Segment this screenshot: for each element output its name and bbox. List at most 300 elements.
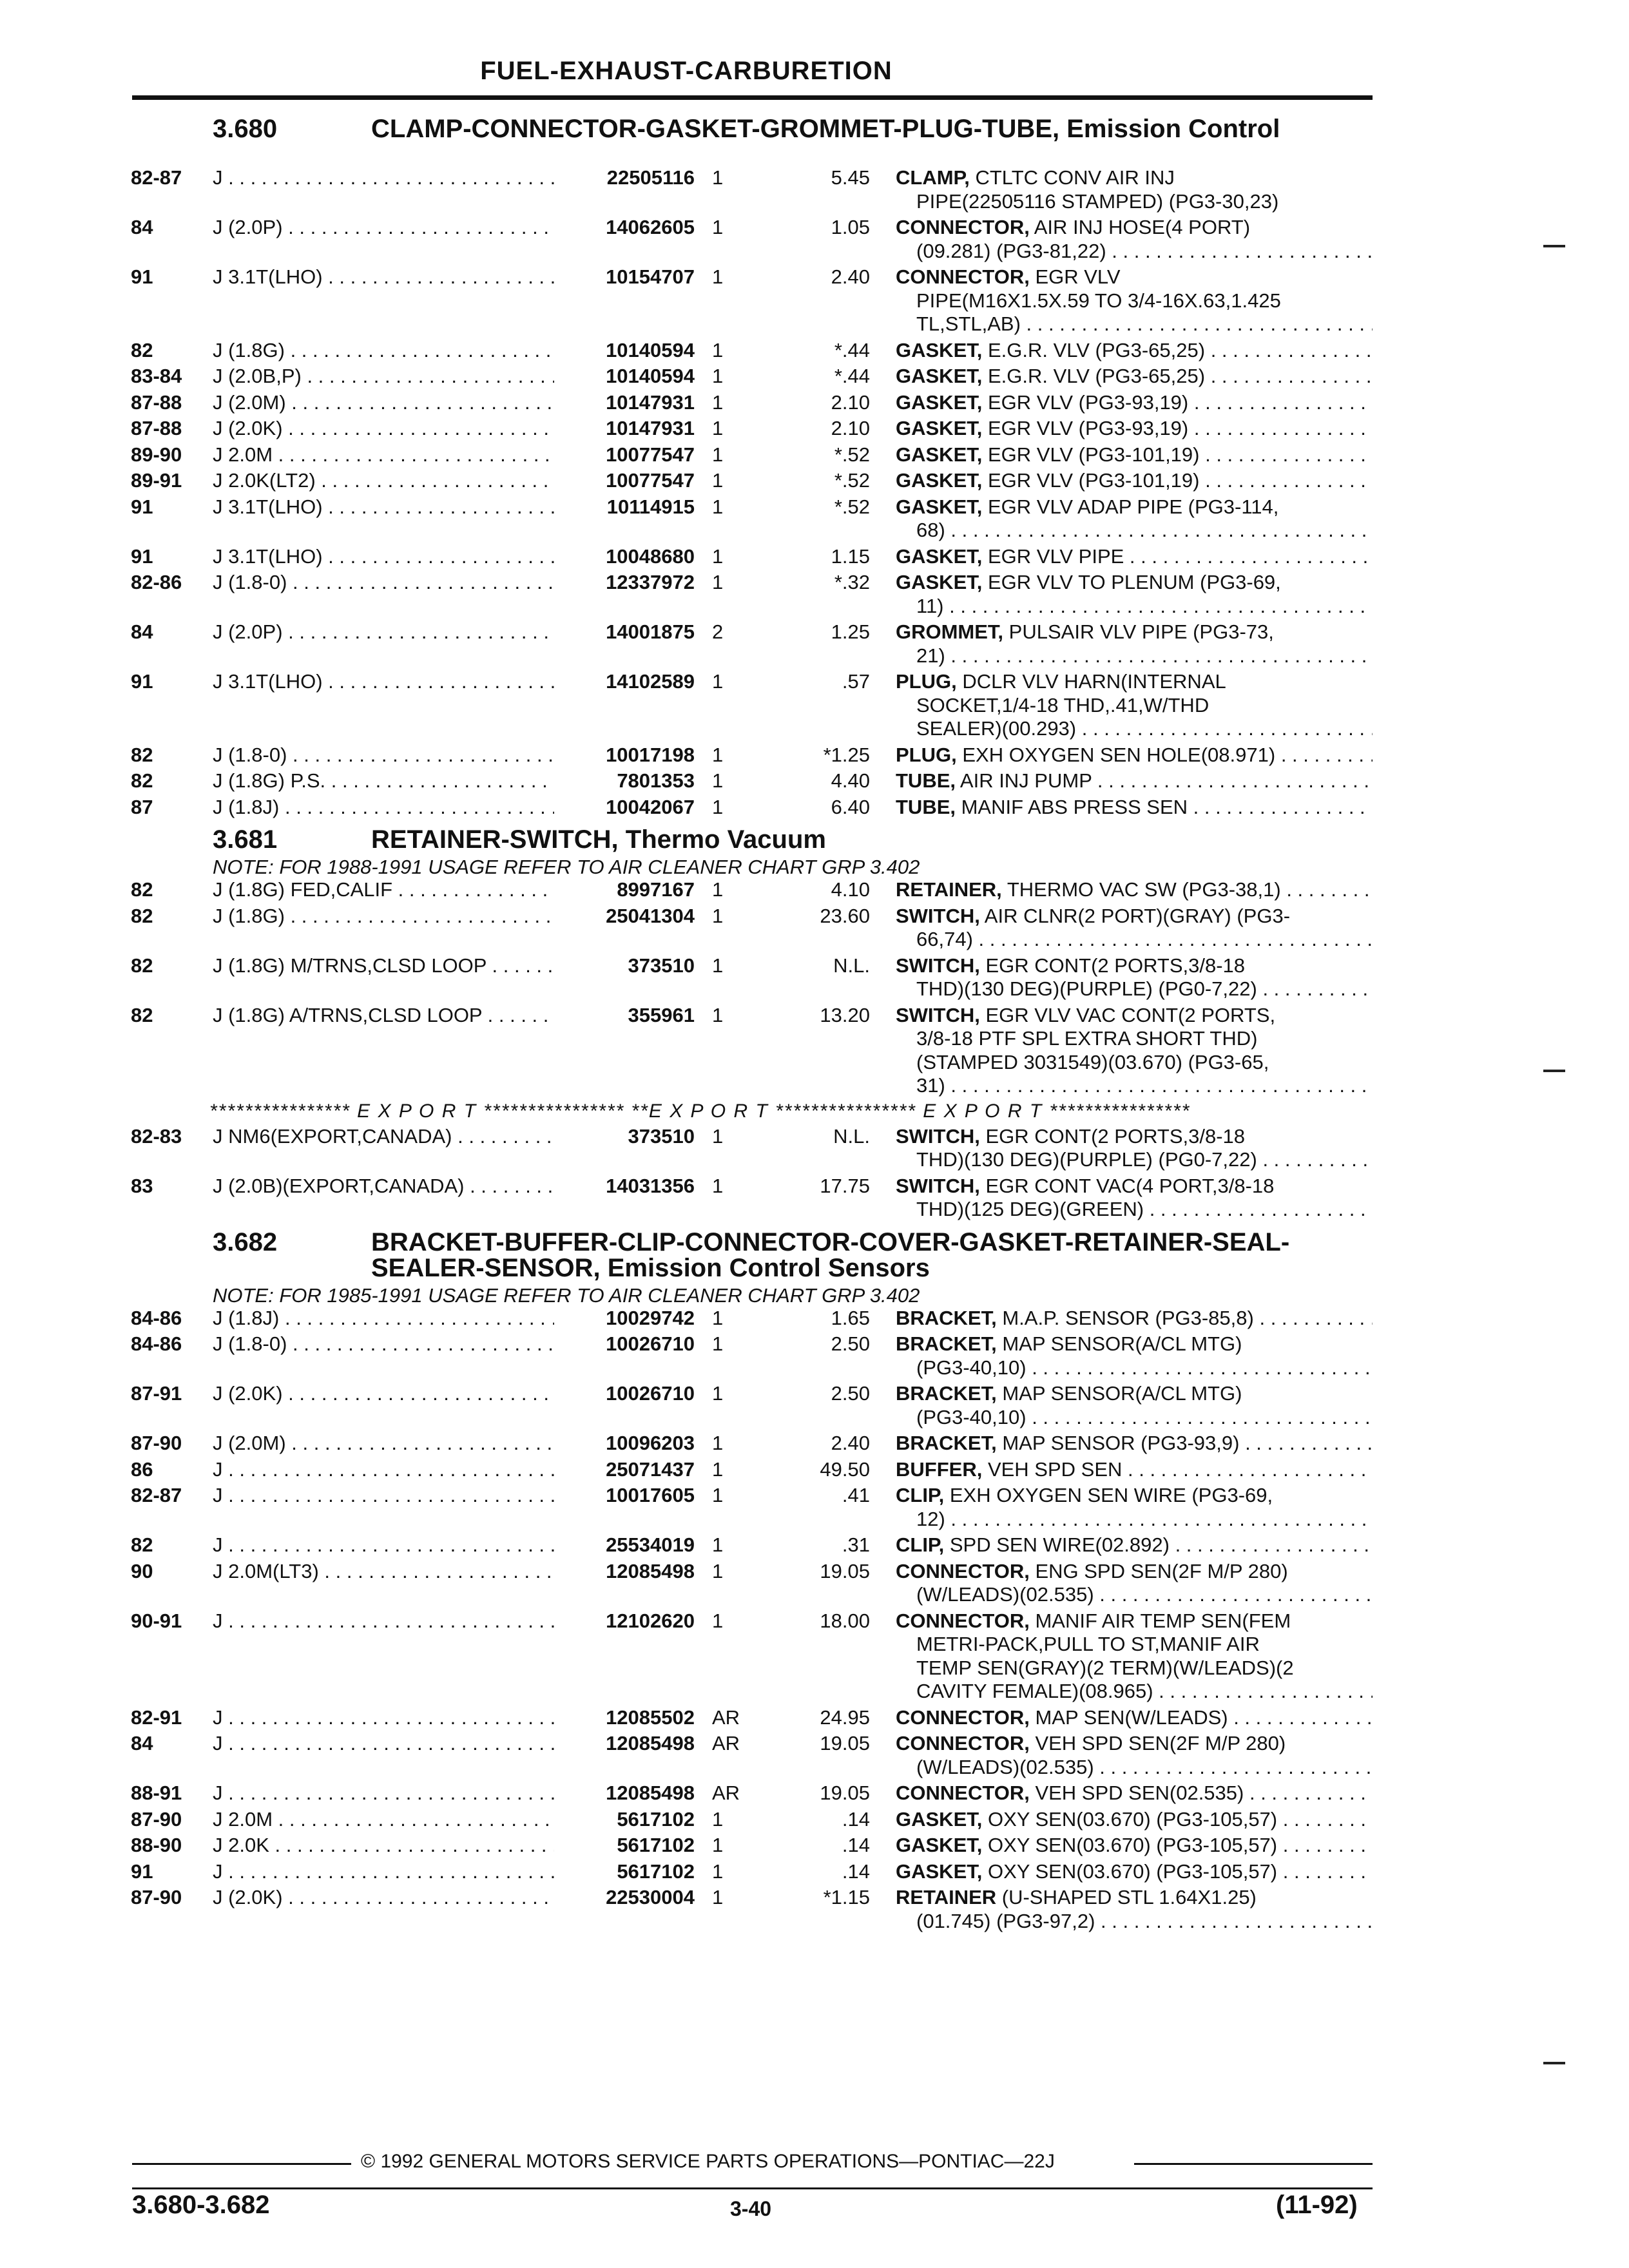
part-description (896, 443, 1373, 467)
part-number: 22530004 (554, 1886, 695, 1910)
usage-code: J (2.0P) . . . (213, 216, 561, 240)
quantity: 1 (712, 1860, 724, 1883)
model-years: 82 (131, 954, 153, 977)
part-number: 10026710 (554, 1382, 695, 1406)
quantity: 1 (712, 365, 724, 387)
part-number: 355961 (554, 1004, 695, 1028)
usage-code: J 3.1T(LHO) . . . (213, 670, 561, 694)
footer-date: (11-92) (1276, 2191, 1358, 2219)
part-name: PLUG, (896, 670, 957, 693)
header-rule (132, 95, 1373, 100)
part-name: CONNECTOR, (896, 265, 1030, 288)
part-description (896, 571, 1373, 618)
part-number: 22505116 (554, 166, 695, 190)
part-description (896, 339, 1373, 363)
model-years: 82-87 (131, 1484, 182, 1506)
model-years: 87-88 (131, 390, 182, 414)
price: *.52 (834, 443, 870, 466)
usage-code: J 2.0M . . . (213, 1808, 561, 1832)
model-years: 87-90 (131, 1432, 182, 1454)
part-description (896, 265, 1373, 336)
part-number: 5617102 (554, 1860, 695, 1884)
description-line: GASKET, EGR VLV (PG3-93,19) . . . (896, 391, 1373, 415)
part-number: 10026710 (554, 1332, 695, 1356)
model-years: 89-91 (131, 469, 182, 492)
price: 2.40 (831, 265, 870, 288)
model-years: 82 (131, 1003, 153, 1026)
description-line: CONNECTOR, EGR VLV (896, 265, 1121, 288)
part-name: SWITCH, (896, 954, 980, 977)
quantity: 1 (712, 1432, 724, 1454)
description-line: SWITCH, EGR CONT VAC(4 PORT,3/8-18 (896, 1174, 1275, 1197)
price: 1.25 (831, 620, 870, 643)
part-name: TUBE, (896, 795, 956, 818)
part-name: CLAMP, (896, 166, 970, 189)
part-description (896, 744, 1373, 767)
footer-rule-left (132, 2163, 351, 2165)
part-description (896, 469, 1373, 493)
description-line: 31) . . . (896, 1074, 1373, 1098)
quantity: 1 (712, 1174, 724, 1197)
part-name: CONNECTOR, (896, 1559, 1030, 1582)
usage-code: J 2.0K(LT2) . . . (213, 469, 561, 493)
model-years: 82 (131, 1533, 153, 1556)
quantity: 1 (712, 1886, 724, 1908)
part-number: 14062605 (554, 216, 695, 240)
description-line: BUFFER, VEH SPD SEN . . . (896, 1458, 1373, 1482)
model-years: 91 (131, 670, 153, 693)
quantity: 1 (712, 495, 724, 518)
quantity: 1 (712, 265, 724, 288)
usage-code: J . . . (213, 1484, 561, 1508)
quantity: 1 (712, 743, 724, 766)
price: 17.75 (820, 1174, 870, 1197)
section-number: 3.682 (213, 1227, 278, 1256)
model-years: 82 (131, 878, 153, 901)
description-line: TUBE, MANIF ABS PRESS SEN . . . (896, 796, 1373, 820)
part-number: 10147931 (554, 417, 695, 441)
usage-code: J . . . (213, 1782, 561, 1805)
part-number: 373510 (554, 1125, 695, 1149)
part-name: CONNECTOR, (896, 216, 1030, 238)
model-years: 83 (131, 1174, 153, 1197)
part-number: 12085498 (554, 1560, 695, 1584)
section-title: BRACKET-BUFFER-CLIP-CONNECTOR-COVER-GASKET-RETAINER-SEAL-SEALER-SENSOR, Emission Control Sensors (371, 1227, 1290, 1282)
price: 24.95 (820, 1706, 870, 1729)
section-number: 3.680 (213, 115, 278, 143)
part-name: GASKET, (896, 1834, 983, 1856)
price: 19.05 (820, 1559, 870, 1582)
price: 5.45 (831, 166, 870, 189)
quantity: 1 (712, 1124, 724, 1148)
usage-code: J (1.8G) . . . (213, 905, 561, 928)
part-number: 373510 (554, 954, 695, 978)
description-line: CAVITY FEMALE)(08.965) . . . (896, 1680, 1373, 1704)
description-line: PIPE(22505116 STAMPED) (PG3-30,23) (916, 189, 1279, 213)
usage-code: J 2.0M . . . (213, 443, 561, 467)
part-description (896, 1834, 1373, 1858)
description-line: CONNECTOR, MAP SEN(W/LEADS) . . . (896, 1706, 1373, 1730)
price: *.44 (834, 338, 870, 361)
margin-mark (1543, 2062, 1565, 2064)
part-name: GASKET, (896, 417, 983, 439)
usage-code: J . . . (213, 1458, 561, 1482)
quantity: 1 (712, 417, 724, 439)
price: .14 (842, 1807, 870, 1831)
usage-code: J (1.8G) FED,CALIF . . . (213, 878, 561, 902)
part-description (896, 1706, 1373, 1730)
part-name: CONNECTOR, (896, 1706, 1030, 1729)
description-line: 21) . . . (896, 644, 1373, 668)
description-line: CONNECTOR, AIR INJ HOSE(4 PORT) (896, 216, 1251, 238)
model-years: 82 (131, 338, 153, 361)
price: 1.65 (831, 1306, 870, 1329)
quantity: 1 (712, 544, 724, 568)
model-years: 82-91 (131, 1706, 182, 1729)
part-number: 25534019 (554, 1533, 695, 1557)
price: *.52 (834, 469, 870, 492)
description-line: SWITCH, AIR CLNR(2 PORT)(GRAY) (PG3- (896, 904, 1291, 927)
quantity: 1 (712, 1807, 724, 1831)
description-line: TL,STL,AB) . . . (896, 312, 1373, 336)
description-line: PLUG, EXH OXYGEN SEN HOLE(08.971) . . . (896, 744, 1373, 767)
price: 4.40 (831, 769, 870, 792)
quantity: AR (712, 1782, 740, 1804)
usage-code: J (1.8-0) . . . (213, 744, 561, 767)
part-name: GASKET, (896, 1807, 983, 1831)
description-line: TEMP SEN(GRAY)(2 TERM)(W/LEADS)(2 (916, 1656, 1294, 1679)
quantity: 1 (712, 390, 724, 414)
part-number: 14102589 (554, 670, 695, 694)
price: 2.50 (831, 1382, 870, 1405)
part-number: 12102620 (554, 1610, 695, 1633)
usage-code: J (2.0K) . . . (213, 1886, 561, 1910)
part-number: 14001875 (554, 620, 695, 644)
usage-code: J (1.8J) . . . (213, 1307, 561, 1331)
part-description (896, 417, 1373, 441)
part-name: GASKET, (896, 544, 983, 568)
part-description (896, 769, 1373, 793)
model-years: 87 (131, 795, 153, 818)
part-number: 5617102 (554, 1834, 695, 1858)
usage-code: J . . . (213, 1860, 561, 1884)
usage-code: J . . . (213, 166, 561, 190)
description-line: SWITCH, EGR VLV VAC CONT(2 PORTS, (896, 1003, 1276, 1026)
model-years: 84-86 (131, 1332, 182, 1355)
part-description (896, 1533, 1373, 1557)
model-years: 82-87 (131, 166, 182, 189)
part-number: 10154707 (554, 265, 695, 289)
part-number: 12337972 (554, 571, 695, 595)
usage-code: J (1.8G) M/TRNS,CLSD LOOP . . . (213, 954, 561, 978)
part-name: TUBE, (896, 769, 956, 792)
part-description (896, 954, 1373, 1001)
description-line: 12) . . . (896, 1508, 1373, 1532)
quantity: 1 (712, 1559, 724, 1582)
quantity: 1 (712, 1306, 724, 1329)
part-description (896, 670, 1373, 741)
section-note: NOTE: FOR 1985-1991 USAGE REFER TO AIR CLEANER CHART GRP 3.402 (213, 1283, 920, 1307)
part-description (896, 216, 1373, 263)
model-years: 91 (131, 544, 153, 568)
part-name: GASKET, (896, 390, 983, 414)
part-description (896, 878, 1373, 902)
description-line: THD)(130 DEG)(PURPLE) (PG0-7,22) . . . (896, 1148, 1373, 1172)
description-line: CONNECTOR, VEH SPD SEN(02.535) . . . (896, 1782, 1373, 1805)
description-line: RETAINER (U-SHAPED STL 1.64X1.25) (896, 1886, 1257, 1908)
part-description (896, 545, 1373, 569)
price: 6.40 (831, 795, 870, 818)
part-description (896, 1307, 1373, 1331)
model-years: 90-91 (131, 1609, 182, 1632)
part-name: GASKET, (896, 365, 983, 387)
price: *.32 (834, 571, 870, 593)
part-number: 10077547 (554, 469, 695, 493)
model-years: 84 (131, 1732, 153, 1754)
model-years: 82 (131, 743, 153, 766)
price: 2.10 (831, 417, 870, 439)
part-number: 10042067 (554, 796, 695, 820)
quantity: 1 (712, 1003, 724, 1026)
quantity: 1 (712, 670, 724, 693)
description-line: METRI-PACK,PULL TO ST,MANIF AIR (916, 1633, 1260, 1655)
part-description (896, 1610, 1373, 1704)
part-name: RETAINER, (896, 878, 1002, 901)
description-line: (STAMPED 3031549)(03.670) (PG3-65, (916, 1050, 1269, 1073)
part-name: GASKET, (896, 1860, 983, 1883)
usage-code: J (1.8-0) . . . (213, 571, 561, 595)
description-line: BRACKET, MAP SENSOR(A/CL MTG) (896, 1332, 1242, 1355)
part-description (896, 620, 1373, 668)
description-line: PLUG, DCLR VLV HARN(INTERNAL (896, 670, 1226, 693)
part-name: BRACKET, (896, 1382, 997, 1405)
description-line: RETAINER, THERMO VAC SW (PG3-38,1) . . . (896, 878, 1373, 902)
description-line: 66,74) . . . (896, 928, 1373, 952)
footer-page-number: 3-40 (730, 2197, 772, 2220)
description-line: GASKET, OXY SEN(03.670) (PG3-105,57) . . . (896, 1860, 1373, 1884)
part-name: BUFFER, (896, 1457, 983, 1481)
section-number: 3.681 (213, 825, 278, 854)
quantity: 1 (712, 954, 724, 977)
price: N.L. (833, 1124, 870, 1148)
part-description (896, 495, 1373, 543)
usage-code: J . . . (213, 1706, 561, 1730)
model-years: 91 (131, 495, 153, 518)
description-line: GASKET, EGR VLV ADAP PIPE (PG3-114, (896, 495, 1279, 518)
part-description (896, 1332, 1373, 1379)
description-line: CONNECTOR, VEH SPD SEN(2F M/P 280) (896, 1732, 1286, 1754)
footer-group-range: 3.680-3.682 (132, 2191, 270, 2219)
model-years: 82-86 (131, 571, 182, 593)
quantity: 1 (712, 1332, 724, 1355)
description-line: SEALER)(00.293) . . . (896, 717, 1373, 741)
description-line: GASKET, EGR VLV (PG3-101,19) . . . (896, 443, 1373, 467)
usage-code: J (2.0M) . . . (213, 1432, 561, 1456)
price: 2.10 (831, 390, 870, 414)
description-line: BRACKET, MAP SENSOR (PG3-93,9) . . . (896, 1432, 1373, 1456)
usage-code: J 3.1T(LHO) . . . (213, 495, 561, 519)
description-line: (PG3-40,10) . . . (896, 1406, 1373, 1430)
usage-code: J (1.8G) P.S. . . . (213, 769, 561, 793)
part-number: 10096203 (554, 1432, 695, 1456)
part-name: BRACKET, (896, 1306, 997, 1329)
price: .57 (842, 670, 870, 693)
description-line: CONNECTOR, MANIF AIR TEMP SEN(FEM (896, 1609, 1291, 1632)
model-years: 88-90 (131, 1834, 182, 1856)
footer-rule-right (1134, 2163, 1373, 2165)
part-number: 10147931 (554, 391, 695, 415)
quantity: 1 (712, 1457, 724, 1481)
model-years: 91 (131, 265, 153, 288)
price: 19.05 (820, 1782, 870, 1804)
section-note: NOTE: FOR 1988-1991 USAGE REFER TO AIR CLEANER CHART GRP 3.402 (213, 856, 920, 878)
part-description (896, 1432, 1373, 1456)
part-name: GROMMET, (896, 620, 1004, 643)
part-description (896, 1175, 1373, 1222)
quantity: 1 (712, 338, 724, 361)
model-years: 84 (131, 216, 153, 238)
model-years: 82 (131, 769, 153, 792)
part-number: 10017605 (554, 1484, 695, 1508)
price: 1.05 (831, 216, 870, 238)
part-number: 10114915 (554, 495, 695, 519)
model-years: 90 (131, 1559, 153, 1582)
part-name: SWITCH, (896, 904, 980, 927)
model-years: 87-90 (131, 1807, 182, 1831)
price: .14 (842, 1860, 870, 1883)
model-years: 82 (131, 904, 153, 927)
usage-code: J . . . (213, 1732, 561, 1756)
description-line: GASKET, E.G.R. VLV (PG3-65,25) . . . (896, 339, 1373, 363)
model-years: 87-90 (131, 1886, 182, 1908)
usage-code: J 2.0M(LT3) . . . (213, 1560, 561, 1584)
part-name: GASKET, (896, 443, 983, 466)
part-description (896, 905, 1373, 952)
usage-code: J 3.1T(LHO) . . . (213, 545, 561, 569)
part-description (896, 166, 1373, 213)
part-description (896, 1782, 1373, 1805)
description-line: GASKET, EGR VLV PIPE . . . (896, 545, 1373, 569)
description-line: GROMMET, PULSAIR VLV PIPE (PG3-73, (896, 620, 1274, 643)
footer-rule (132, 2187, 1373, 2189)
description-line: GASKET, EGR VLV (PG3-101,19) . . . (896, 469, 1373, 493)
price: *1.25 (823, 743, 870, 766)
description-line: CLIP, SPD SEN WIRE(02.892) . . . (896, 1533, 1373, 1557)
quantity: 1 (712, 1834, 724, 1856)
part-name: GASKET, (896, 469, 983, 492)
model-years: 86 (131, 1457, 153, 1481)
price: 1.15 (831, 544, 870, 568)
quantity: 1 (712, 1609, 724, 1632)
part-description (896, 365, 1373, 389)
price: 19.05 (820, 1732, 870, 1754)
part-description (896, 796, 1373, 820)
quantity: AR (712, 1706, 740, 1729)
price: .41 (842, 1484, 870, 1506)
usage-code: J (2.0P) . . . (213, 620, 561, 644)
quantity: 1 (712, 443, 724, 466)
part-description (896, 1860, 1373, 1884)
quantity: AR (712, 1732, 740, 1754)
part-name: SWITCH, (896, 1174, 980, 1197)
description-line: GASKET, E.G.R. VLV (PG3-65,25) . . . (896, 365, 1373, 389)
part-name: CLIP, (896, 1484, 945, 1506)
description-line: CLIP, EXH OXYGEN SEN WIRE (PG3-69, (896, 1484, 1273, 1506)
usage-code: J (2.0B)(EXPORT,CANADA) . . . (213, 1175, 561, 1198)
price: .31 (842, 1533, 870, 1556)
description-line: BRACKET, MAP SENSOR(A/CL MTG) (896, 1382, 1242, 1405)
part-name: CONNECTOR, (896, 1732, 1030, 1754)
model-years: 87-88 (131, 417, 182, 439)
description-line: (PG3-40,10) . . . (896, 1356, 1373, 1380)
description-line: BRACKET, M.A.P. SENSOR (PG3-85,8) . . . (896, 1307, 1373, 1331)
usage-code: J (1.8G) . . . (213, 339, 561, 363)
part-name: GASKET, (896, 338, 983, 361)
quantity: 1 (712, 795, 724, 818)
quantity: 1 (712, 216, 724, 238)
price: 2.50 (831, 1332, 870, 1355)
part-name: PLUG, (896, 743, 957, 766)
model-years: 82-83 (131, 1124, 182, 1148)
part-number: 10140594 (554, 365, 695, 389)
quantity: 2 (712, 620, 724, 643)
part-number: 10029742 (554, 1307, 695, 1331)
description-line: GASKET, EGR VLV TO PLENUM (PG3-69, (896, 571, 1281, 593)
part-number: 25071437 (554, 1458, 695, 1482)
part-description (896, 391, 1373, 415)
usage-code: J (1.8J) . . . (213, 796, 561, 820)
section-title: CLAMP-CONNECTOR-GASKET-GROMMET-PLUG-TUBE, Emission Control (371, 115, 1280, 143)
part-description (896, 1125, 1373, 1172)
price: N.L. (833, 954, 870, 977)
price: .14 (842, 1834, 870, 1856)
quantity: 1 (712, 1382, 724, 1405)
part-number: 10048680 (554, 545, 695, 569)
usage-code: J . . . (213, 1610, 561, 1633)
part-description (896, 1886, 1373, 1933)
quantity: 1 (712, 1484, 724, 1506)
price: 2.40 (831, 1432, 870, 1454)
model-years: 89-90 (131, 443, 182, 466)
description-line: (W/LEADS)(02.535) . . . (896, 1756, 1373, 1780)
part-name: GASKET, (896, 571, 983, 593)
description-line: GASKET, OXY SEN(03.670) (PG3-105,57) . . . (896, 1834, 1373, 1858)
description-line: CLAMP, CTLTC CONV AIR INJ (896, 166, 1175, 189)
description-line: THD)(130 DEG)(PURPLE) (PG0-7,22) . . . (896, 977, 1373, 1001)
price: 23.60 (820, 904, 870, 927)
part-description (896, 1732, 1373, 1779)
description-line: SWITCH, EGR CONT(2 PORTS,3/8-18 (896, 1124, 1246, 1148)
description-line: (01.745) (PG3-97,2) . . . (896, 1910, 1373, 1934)
part-name: BRACKET, (896, 1432, 997, 1454)
description-line: TUBE, AIR INJ PUMP . . . (896, 769, 1373, 793)
price: *.44 (834, 365, 870, 387)
page-header-title: FUEL-EXHAUST-CARBURETION (480, 57, 892, 85)
part-number: 10077547 (554, 443, 695, 467)
usage-code: J 2.0K . . . (213, 1834, 561, 1858)
usage-code: J (1.8-0) . . . (213, 1332, 561, 1356)
part-description (896, 1458, 1373, 1482)
description-line: 68) . . . (896, 519, 1373, 543)
part-description (896, 1560, 1373, 1607)
usage-code: J (2.0K) . . . (213, 417, 561, 441)
model-years: 84 (131, 620, 153, 643)
usage-code: J (2.0B,P) . . . (213, 365, 561, 389)
part-number: 12085502 (554, 1706, 695, 1730)
part-name: GASKET, (896, 495, 983, 518)
model-years: 83-84 (131, 365, 182, 387)
part-number: 10140594 (554, 339, 695, 363)
